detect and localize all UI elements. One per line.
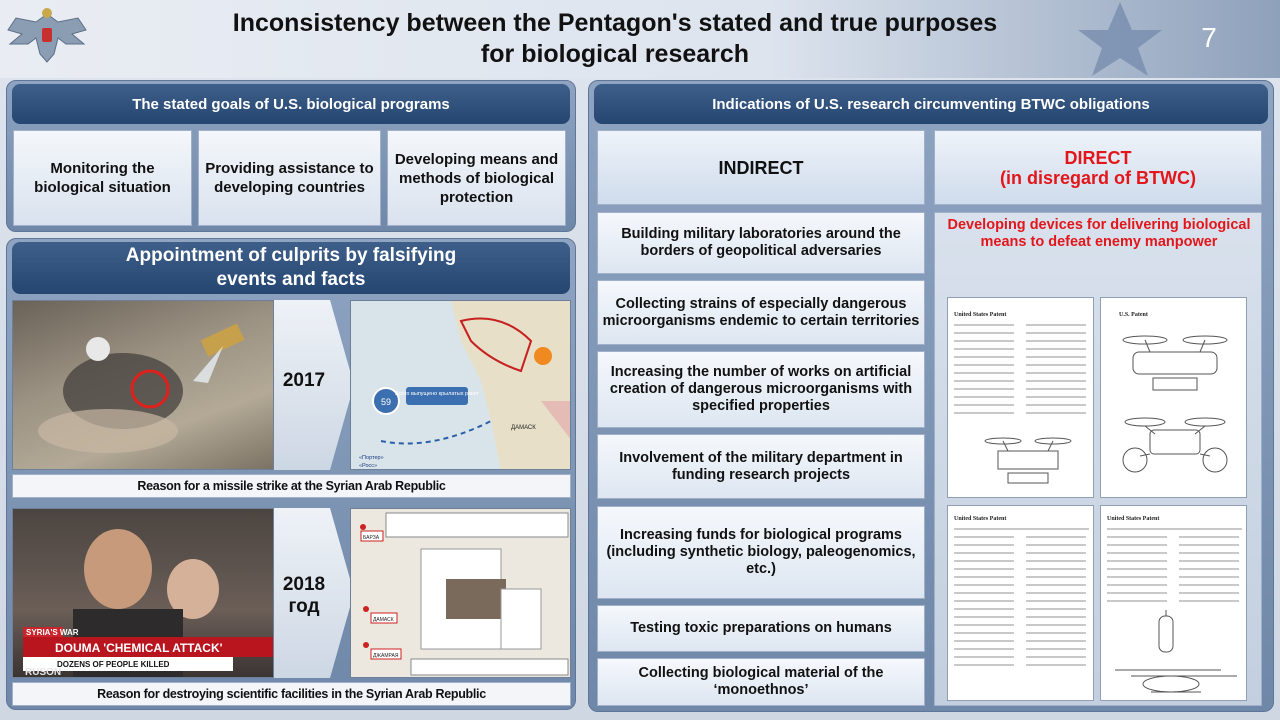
direct-devices-text: Developing devices for delivering biological means to defeat enemy manpower: [947, 217, 1251, 250]
map-2018-facilities: [350, 508, 571, 678]
missile-count: 59: [380, 397, 392, 407]
title-line-2: for biological research: [480, 40, 750, 68]
indirect-item-toxic-testing: Testing toxic preparations on humans: [597, 605, 925, 652]
photo-2018-douma: [12, 508, 274, 678]
indirect-item-strains: Collecting strains of especially dangerous microorganisms endemic to certain territories: [597, 280, 925, 345]
patent-2-title: U.S. Patent: [1119, 312, 1148, 318]
patent-document-1: [947, 297, 1094, 498]
btwc-heading: Indications of U.S. research circumventing BTWC obligations: [594, 84, 1268, 124]
stated-goals-heading: The stated goals of U.S. biological programs: [12, 84, 570, 124]
patent-document-4: [1100, 505, 1247, 701]
ross-label: «Росс»: [359, 463, 378, 469]
star-icon: [1050, 0, 1190, 78]
indirect-heading: INDIRECT: [597, 130, 925, 205]
ministry-emblem-icon: [6, 4, 88, 72]
title-line-1: Inconsistency between the Pentagon's stated and true purposes: [232, 9, 998, 37]
goal-monitoring: Monitoring the biological situation: [13, 130, 192, 226]
patent-document-3: [947, 505, 1094, 701]
porter-label: «Портер»: [359, 455, 384, 461]
indirect-item-military-funding: Involvement of the military department in funding research projects: [597, 434, 925, 499]
douma-headline: DOUMA 'CHEMICAL ATTACK': [55, 641, 223, 655]
direct-heading: [934, 130, 1262, 205]
page-title: [150, 8, 1080, 70]
direct-heading-line2: (in disregard of BTWC): [1000, 167, 1196, 188]
missiles-label: Всего выпущено крылатых ракет: [395, 391, 479, 397]
year-2018: 2018 год: [282, 574, 326, 617]
indirect-item-increasing-funds: Increasing funds for biological programs (including synthetic biology, paleogenomics, etc.): [597, 506, 925, 599]
patent-1-title: United States Patent: [954, 312, 1007, 318]
photo-2017-victim: [12, 300, 274, 470]
indirect-item-artificial-creation: Increasing the number of works on artificial creation of dangerous microorganisms with specified properties: [597, 351, 925, 428]
channel-logo: RUSON: [25, 667, 62, 678]
year-2017: 2017: [282, 370, 326, 391]
patent-4-title: United States Patent: [1107, 516, 1160, 522]
caption-2017: Reason for a missile strike at the Syrian Arab Republic: [12, 474, 571, 498]
page-number: 7: [1201, 22, 1217, 53]
damascus-label: ДАМАСК: [511, 425, 536, 431]
indirect-item-monoethnos: Collecting biological material of the ‘monoethnos’: [597, 658, 925, 706]
syria-war-tag: SYRIA'S WAR: [26, 628, 79, 637]
patent-3-title: United States Patent: [954, 516, 1007, 522]
jamraya-label: ДЖАМРАЯ: [373, 653, 399, 659]
goal-assistance: Providing assistance to developing countries: [198, 130, 381, 226]
map-2017-strike: [350, 300, 571, 470]
patent-document-2: [1100, 297, 1247, 498]
goal-protection: Developing means and methods of biological protection: [387, 130, 566, 226]
caption-2018: Reason for destroying scientific facilities in the Syrian Arab Republic: [12, 682, 571, 706]
header-bar: [0, 0, 1280, 78]
indirect-item-laboratories: Building military laboratories around the borders of geopolitical adversaries: [597, 212, 925, 274]
people-killed-tag: DOZENS OF PEOPLE KILLED: [57, 660, 170, 669]
direct-column: [934, 212, 1262, 706]
culprits-heading: Appointment of culprits by falsifying events and facts: [12, 242, 570, 294]
direct-heading-line1: DIRECT: [1064, 147, 1132, 168]
damascus-label-2018: ДАМАСК: [373, 617, 394, 623]
barza-label: БАРЗА: [363, 535, 380, 541]
